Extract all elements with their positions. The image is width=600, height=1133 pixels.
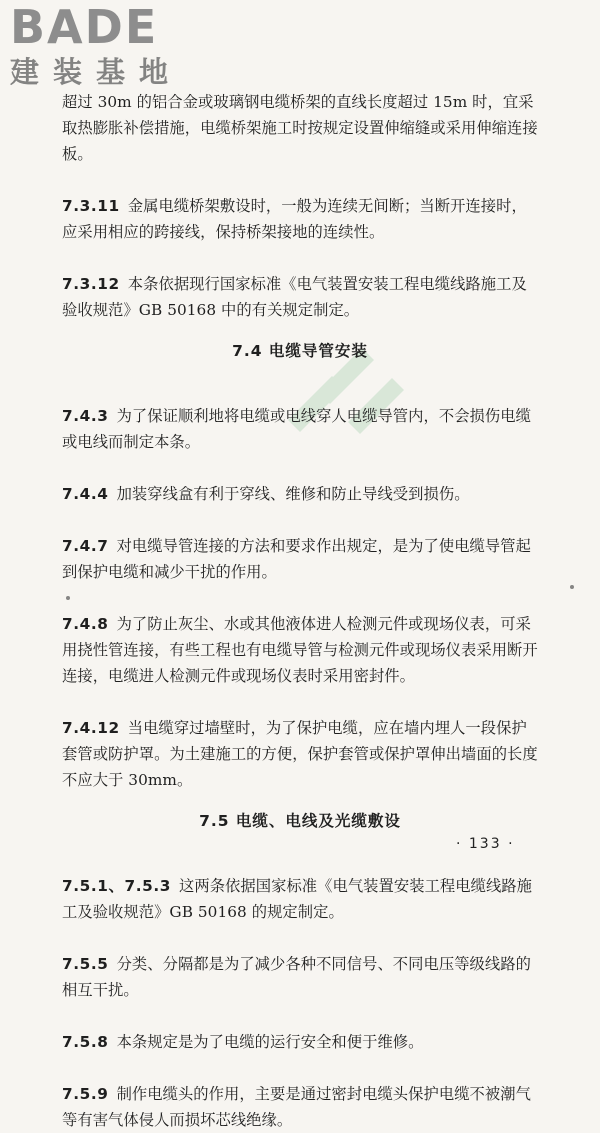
paragraph-continuation (62, 63, 538, 167)
clause-7-5-1-7-5-3 (62, 847, 538, 925)
page-number: · 133 · (456, 836, 515, 852)
clause-text: 分类、分隔都是为了减少各种不同信号、不同电压等级线路的相互干扰。 (62, 955, 531, 999)
document-content (62, 63, 538, 1133)
clause-number: 7.5.8 (62, 1033, 109, 1051)
clause-text: 这两条依据国家标准《电气装置安装工程电缆线路施工及验收规范》GB 50168 的规定制定。 (62, 877, 532, 921)
logo-brand-chinese: 建装基地 (10, 55, 183, 89)
paragraph-text: 超过 30m 的铝合金或玻璃钢电缆桥架的直线长度超过 15m 时，宜采取热膨胀补偿措施，电缆桥架施工时按规定设置伸缩缝或采用伸缩连接板。 (62, 93, 538, 163)
clause-number: 7.5.9 (62, 1085, 109, 1103)
clause-7-5-9 (62, 1055, 538, 1133)
clause-7-5-5 (62, 925, 538, 1003)
clause-text: 金属电缆桥架敷设时，一般为连续无间断；当断开连接时，应采用相应的跨接线，保持桥架接地的连续性。 (62, 197, 527, 241)
clause-7-4-4 (62, 455, 538, 507)
clause-number: 7.3.11 (62, 197, 120, 215)
clause-7-4-8 (62, 585, 538, 689)
clause-number: 7.5.5 (62, 955, 109, 973)
clause-text: 制作电缆头的作用，主要是通过密封电缆头保护电缆不被潮气等有害气体侵人而损坏芯线绝缘。 (62, 1085, 531, 1129)
clause-7-5-8 (62, 1003, 538, 1055)
clause-text: 本条依据现行国家标准《电气装置安装工程电缆线路施工及验收规范》GB 50168 中的有关规定制定。 (62, 275, 527, 319)
section-title-7-4: 7.4 电缆导管安装 (232, 342, 368, 360)
clause-number: 7.4.4 (62, 485, 109, 503)
clause-number: 7.4.12 (62, 719, 120, 737)
logo-brand-text: BADE (10, 0, 159, 54)
clause-7-4-3 (62, 377, 538, 455)
scan-dot (66, 596, 70, 600)
clause-text: 为了保证顺利地将电缆或电线穿人电缆导管内，不会损伤电缆或电线而制定本条。 (62, 407, 531, 451)
clause-text: 当电缆穿过墙壁时，为了保护电缆，应在墙内埋人一段保护套管或防护罩。为土建施工的方便，保护套管或保护罩伸出墙面的长度不应大于 30mm。 (62, 719, 538, 789)
clause-number: 7.4.7 (62, 537, 109, 555)
clause-number: 7.4.8 (62, 615, 109, 633)
clause-7-4-7 (62, 507, 538, 585)
clause-text: 对电缆导管连接的方法和要求作出规定，是为了使电缆导管起到保护电缆和减少干扰的作用。 (62, 537, 531, 581)
section-title-7-5: 7.5 电缆、电线及光缆敷设 (199, 812, 401, 830)
logo-brand (10, 0, 159, 54)
clause-text: 本条规定是为了电缆的运行安全和便于维修。 (116, 1033, 424, 1051)
clause-text: 为了防止灰尘、水或其他液体进人检测元件或现场仪表，可采用挠性管连接，有些工程也有电缆导管与检测元件或现场仪表采用断开连接，电缆进人检测元件或现场仪表时采用密封件。 (62, 615, 538, 685)
clause-number: 7.4.3 (62, 407, 109, 425)
clause-number: 7.3.12 (62, 275, 120, 293)
clause-number: 7.5.1、7.5.3 (62, 877, 172, 895)
scan-dot (570, 585, 574, 589)
clause-7-3-11 (62, 167, 538, 245)
clause-text: 加装穿线盒有利于穿线、维修和防止导线受到损伤。 (116, 485, 470, 503)
clause-7-4-12 (62, 689, 538, 793)
clause-7-3-12 (62, 245, 538, 323)
